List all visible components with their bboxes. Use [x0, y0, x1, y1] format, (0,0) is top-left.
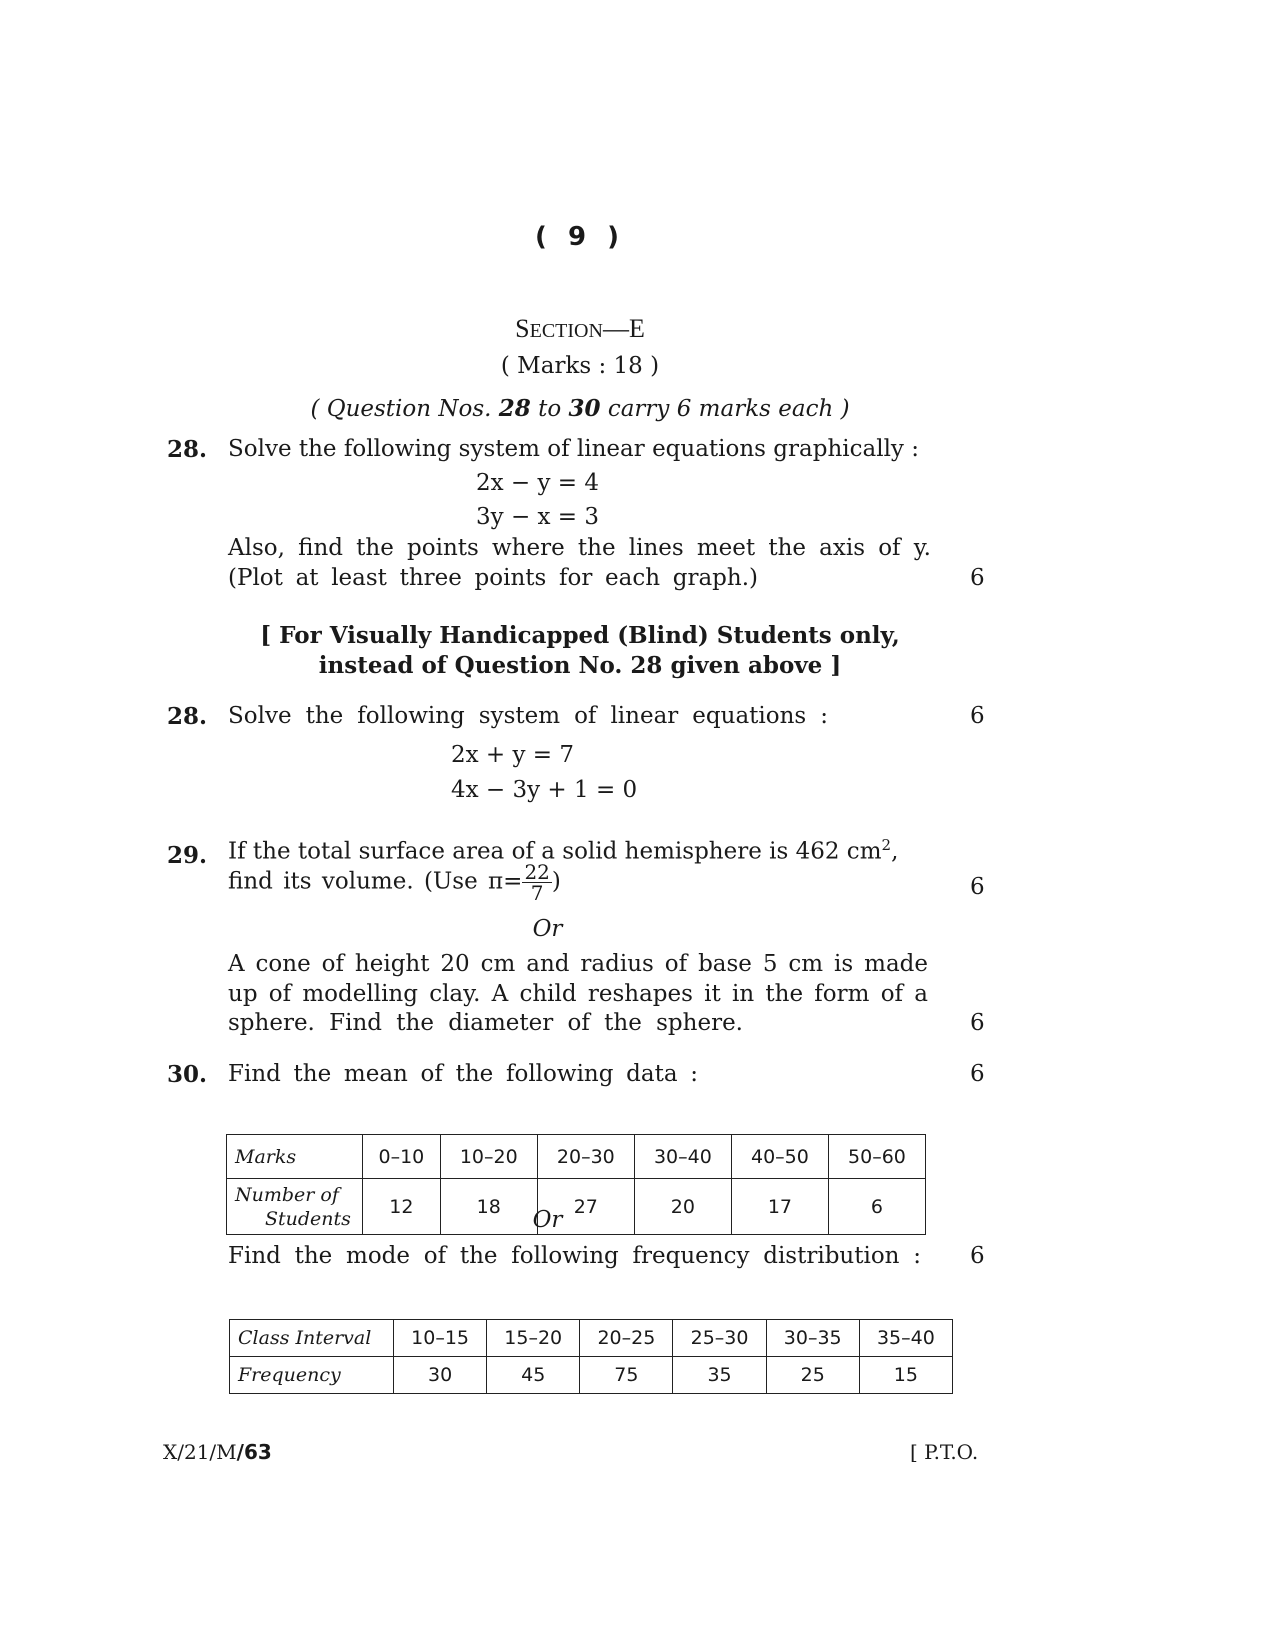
q29-marks: 6	[970, 874, 985, 900]
q29-alt-line-3: sphere. Find the diameter of the sphere.	[228, 1010, 743, 1036]
q29-alt-line-1: A cone of height 20 cm and radius of base 5 cm is made	[228, 951, 928, 977]
question-number-28-alt: 28.	[167, 703, 208, 730]
question-number-28: 28.	[167, 436, 208, 463]
table-row	[227, 1135, 926, 1179]
table-row	[230, 1357, 953, 1394]
q29-superscript: 2	[881, 836, 892, 854]
q29-line-2-pre: find its volume. (Use π=	[228, 868, 523, 895]
table-cell: 35	[673, 1357, 766, 1394]
paper-code-number: /63	[236, 1440, 272, 1464]
q28-alt-equation-2: 4x − 3y + 1 = 0	[451, 777, 638, 803]
question-number-30: 30.	[167, 1061, 208, 1088]
table-cell: 20–30	[537, 1135, 634, 1179]
q28-alt-marks: 6	[970, 703, 985, 729]
section-title-prefix: S	[515, 314, 530, 343]
table-cell: 10–20	[440, 1135, 537, 1179]
section-note	[0, 395, 1160, 422]
table-cell: 25–30	[673, 1320, 766, 1357]
q28-equation-2: 3y − x = 3	[476, 504, 600, 530]
table-cell: 40–50	[731, 1135, 828, 1179]
q28-text: Solve the following system of linear equations graphically :	[228, 436, 919, 462]
table-cell: 15	[859, 1357, 952, 1394]
fraction-denominator: 7	[530, 881, 544, 905]
table-cell: 50–60	[828, 1135, 925, 1179]
paper-code-prefix: X/21/M	[163, 1440, 237, 1464]
q29-line-2-post: )	[551, 868, 561, 895]
q29-alt-marks: 6	[970, 1010, 985, 1036]
q28-alt-equation-1: 2x + y = 7	[451, 742, 575, 768]
q29-or: Or	[532, 916, 563, 942]
table-cell: 27	[537, 1179, 634, 1235]
table-cell: 18	[440, 1179, 537, 1235]
table-cell: 10–15	[394, 1320, 487, 1357]
section-title-small: ECTION	[529, 320, 603, 342]
note-post: carry 6 marks each )	[600, 396, 850, 422]
table2-header-class-interval: Class Interval	[230, 1320, 394, 1357]
table-cell: 30–35	[766, 1320, 859, 1357]
q28-alt-text: Solve the following system of linear equations :	[228, 703, 828, 729]
q28-line-3: (Plot at least three points for each graph.)	[228, 565, 758, 591]
table2-header-frequency: Frequency	[230, 1357, 394, 1394]
q28-marks: 6	[970, 565, 985, 591]
blind-note-line-1: [ For Visually Handicapped (Blind) Students only,	[260, 622, 900, 649]
q29-line-1-end: ,	[891, 838, 899, 865]
q30-marks: 6	[970, 1061, 985, 1087]
q29-line-1-text: If the total surface area of a solid hemisphere is 462 cm	[228, 838, 882, 865]
table-cell: 45	[487, 1357, 580, 1394]
q29-alt-line-2: up of modelling clay. A child reshapes it in the form of a	[228, 981, 928, 1007]
question-number-29: 29.	[167, 842, 208, 869]
table-cell: 15–20	[487, 1320, 580, 1357]
blind-note-line-2: instead of Question No. 28 given above ]	[318, 652, 842, 679]
q29-line-2	[228, 862, 928, 903]
table-cell: 35–40	[859, 1320, 952, 1357]
fraction-numerator: 22	[524, 860, 550, 884]
table-cell: 0–10	[363, 1135, 441, 1179]
mode-frequency-table	[229, 1319, 953, 1394]
students-header-line-1: Number of	[235, 1183, 339, 1206]
pto-label: [ P.T.O.	[910, 1440, 979, 1464]
q30-alt-text: Find the mode of the following frequency distribution :	[228, 1243, 921, 1269]
pi-fraction	[522, 862, 551, 903]
q28-equation-1: 2x − y = 4	[476, 470, 600, 496]
note-to: 30	[568, 395, 601, 422]
section-title	[0, 314, 1160, 344]
q28-line-2: Also, find the points where the lines meet the axis of y.	[228, 535, 931, 561]
section-title-suffix: —E	[602, 314, 645, 343]
q30-or: Or	[532, 1207, 563, 1233]
table-cell: 75	[580, 1357, 673, 1394]
table-cell: 17	[731, 1179, 828, 1235]
table-cell: 20	[634, 1179, 731, 1235]
table1-header-marks: Marks	[227, 1135, 363, 1179]
table-row	[230, 1320, 953, 1357]
table-cell: 20–25	[580, 1320, 673, 1357]
table-cell: 12	[363, 1179, 441, 1235]
q30-text: Find the mean of the following data :	[228, 1061, 698, 1087]
q30-alt-marks: 6	[970, 1243, 985, 1269]
q29-line-1	[228, 836, 948, 865]
note-to-word: to	[530, 396, 569, 422]
section-marks: ( Marks : 18 )	[500, 353, 660, 379]
table-cell: 30	[394, 1357, 487, 1394]
table-cell: 30–40	[634, 1135, 731, 1179]
table-cell: 6	[828, 1179, 925, 1235]
students-header-line-2: Students	[265, 1207, 351, 1230]
note-pre: ( Question Nos.	[310, 396, 499, 422]
page-number: ( 9 )	[535, 222, 625, 252]
table-cell: 25	[766, 1357, 859, 1394]
paper-code	[163, 1440, 272, 1464]
note-from: 28	[498, 395, 531, 422]
